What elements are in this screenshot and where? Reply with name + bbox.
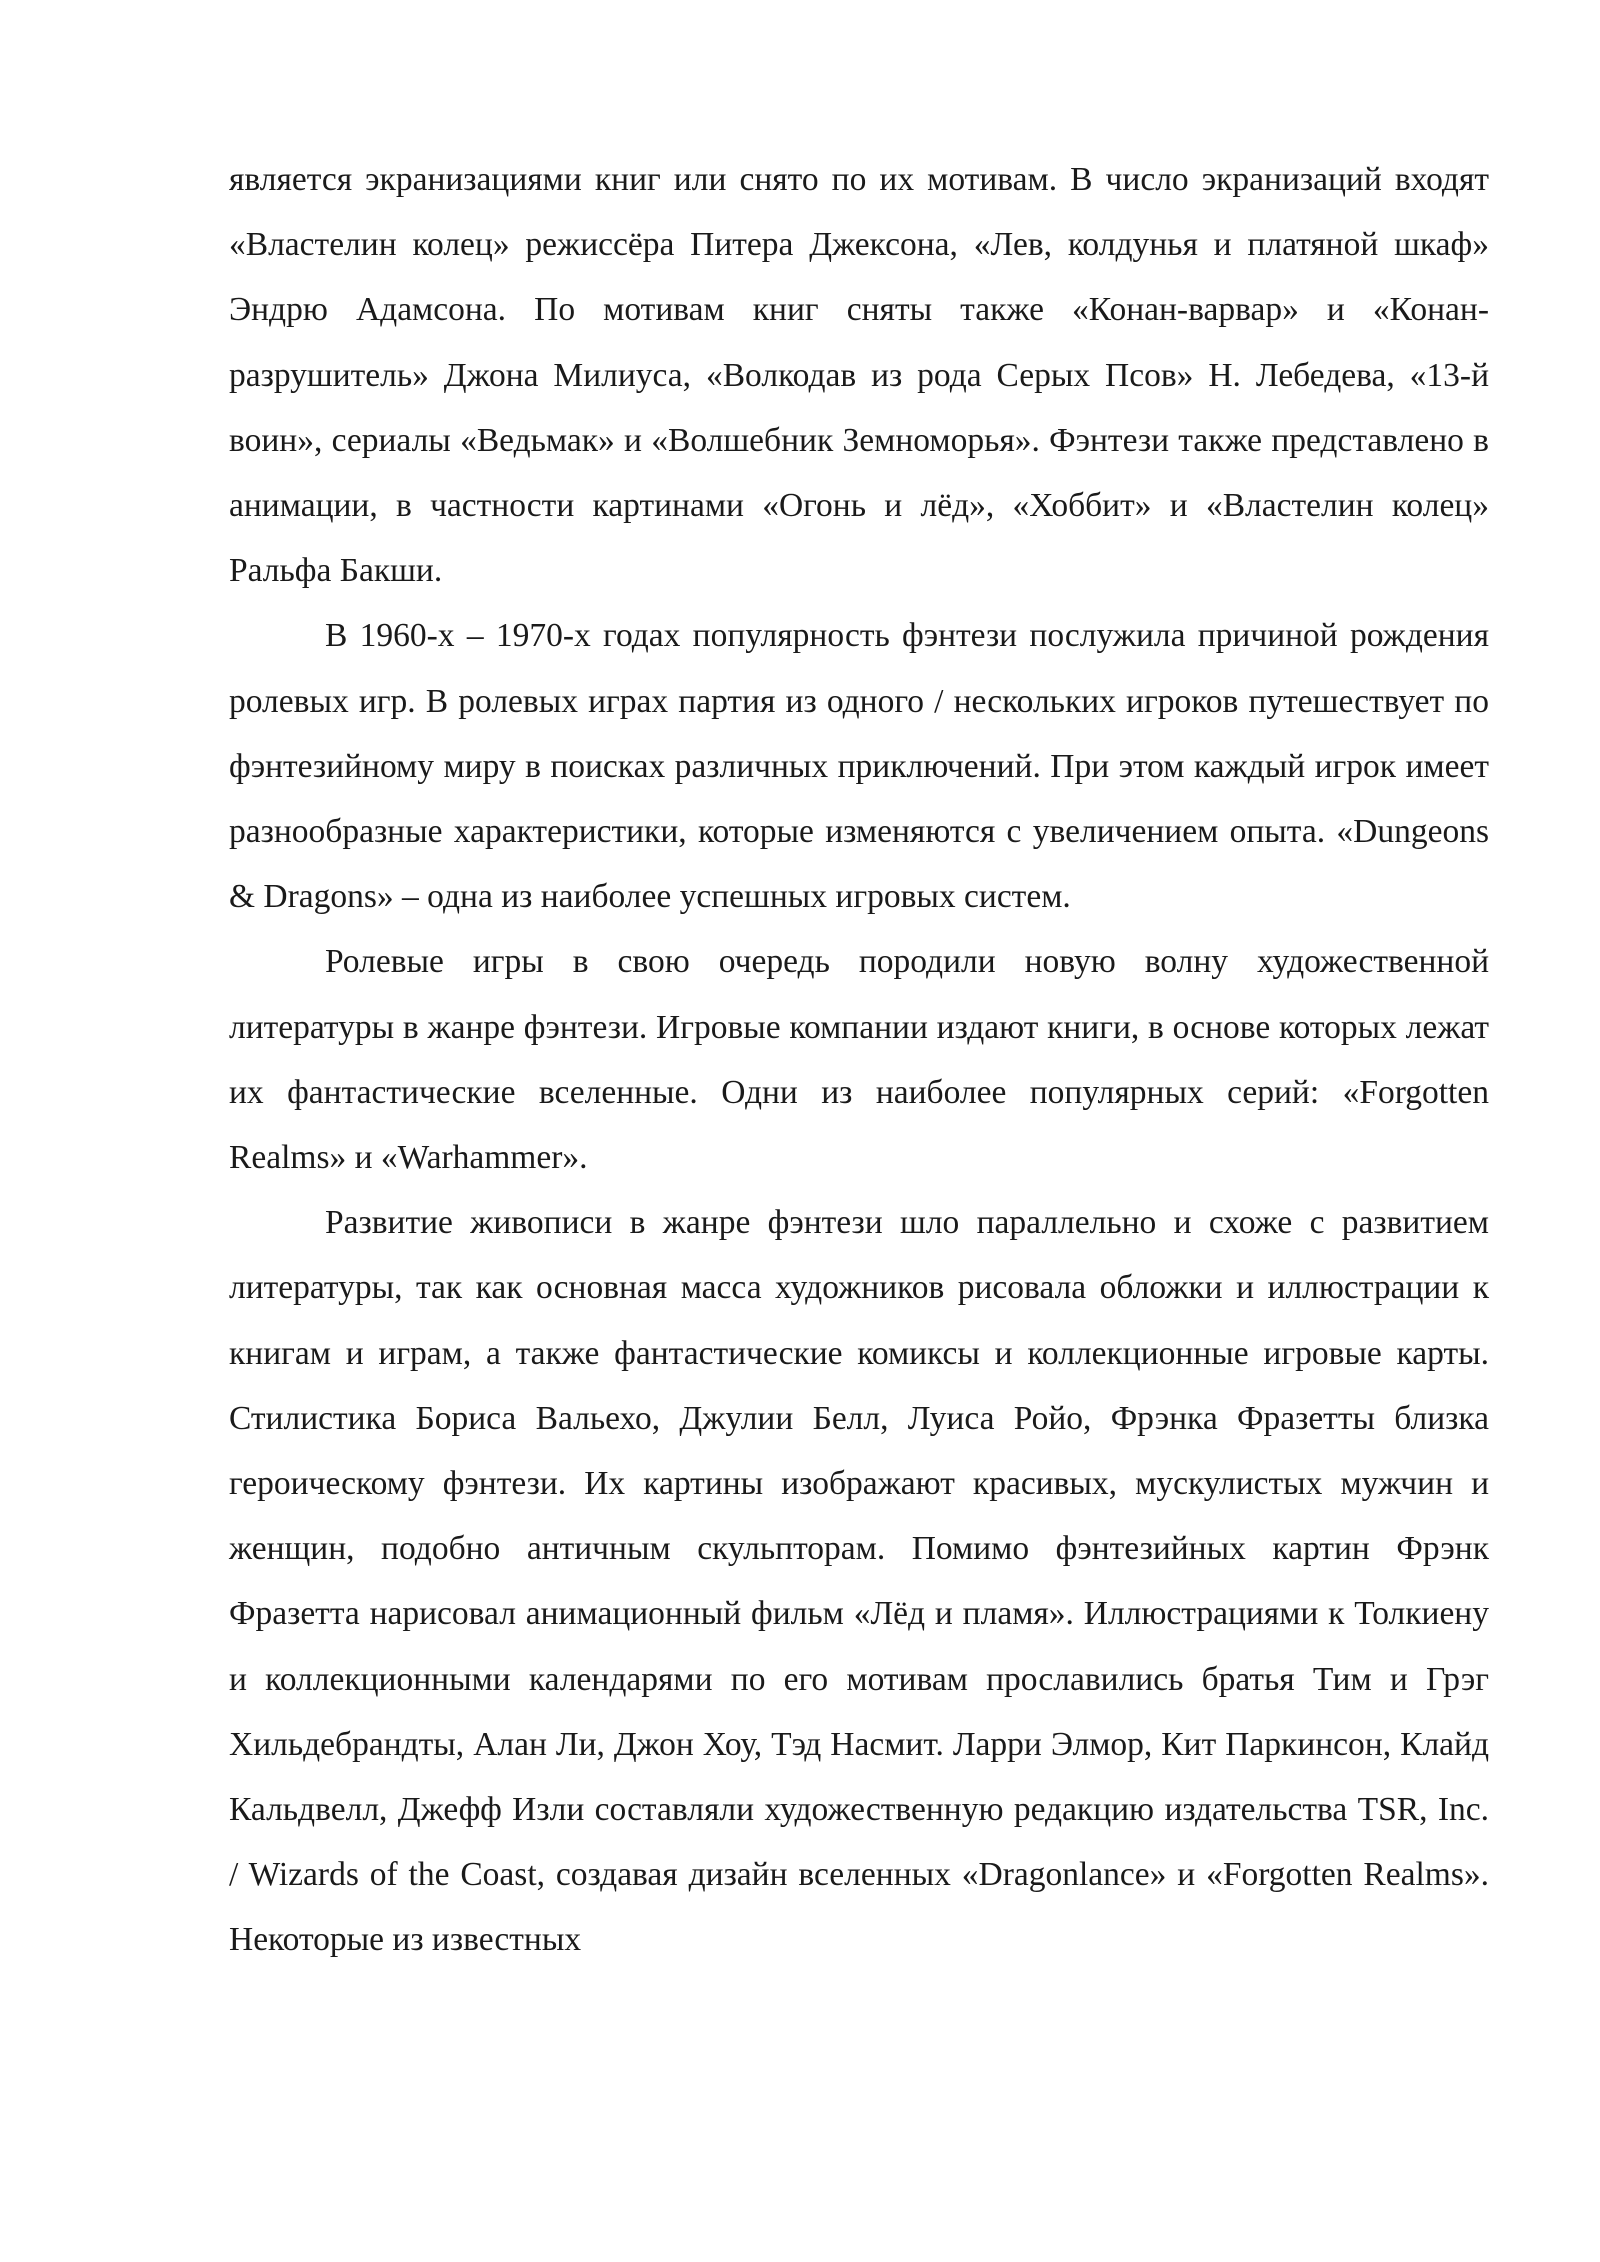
paragraph-game-literature: Ролевые игры в свою очередь породили новую волну художественной литературы в жанре фэнтези. Игровые компании издают книги, в основе которых лежат их фантастические вселенные. Одни из наиболее популярных серий: «Forgotten Realms» и «Warhammer». [229, 943, 1489, 1177]
paragraph-fantasy-painting: Развитие живописи в жанре фэнтези шло параллельно и схоже с развитием литературы, так как основная масса художников рисовала обложки и иллюстрации к книгам и играм, а также фантастические комиксы и коллекционные игровые карты. Стилистика Бориса Вальехо, Джулии Белл, Луиса Ройо, Фрэнка Фразетты близка героическому фэнтези. Их картины изображают красивых, мускулистых мужчин и женщин, подобно античным скульпторам. Помимо фэнтезийных картин Фрэнк Фразетта нарисовал анимационный фильм «Лёд и пламя». Иллюстрациями к Толкиену и коллекционными календарями по его мотивам прославились братья Тим и Грэг Хильдебрандты, Алан Ли, Джон Хоу, Тэд Насмит. Ларри Элмор, Кит Паркинсон, Клайд Кальдвелл, Джефф Изли составляли художественную редакцию издательства TSR, Inc. / Wizards of the Coast, создавая дизайн вселенных «Dragonlance» и «Forgotten Realms». Некоторые из известных [229, 1204, 1489, 1959]
paragraph-film-adaptations: является экранизациями книг или снято по их мотивам. В число экранизаций входят «Властелин колец» режиссёра Питера Джексона, «Лев, колдунья и платяной шкаф» Эндрю Адамсона. По мотивам книг сняты также «Конан-варвар» и «Конан-разрушитель» Джона Милиуса, «Волкодав из рода Серых Псов» Н. Лебедева, «13-й воин», сериалы «Ведьмак» и «Волшебник Земноморья». Фэнтези также представлено в анимации, в частности картинами «Огонь и лёд», «Хоббит» и «Властелин колец» Ральфа Бакши. [229, 161, 1489, 590]
document-body [229, 147, 1489, 1973]
paragraph-role-playing-games: В 1960-х – 1970-х годах популярность фэнтези послужила причиной рождения ролевых игр. В ролевых играх партия из одного / нескольких игроков путешествует по фэнтезийному миру в поисках различных приключений. При этом каждый игрок имеет разнообразные характеристики, которые изменяются с увеличением опыта. «Dungeons & Dragons» – одна из наиболее успешных игровых систем. [229, 617, 1489, 916]
